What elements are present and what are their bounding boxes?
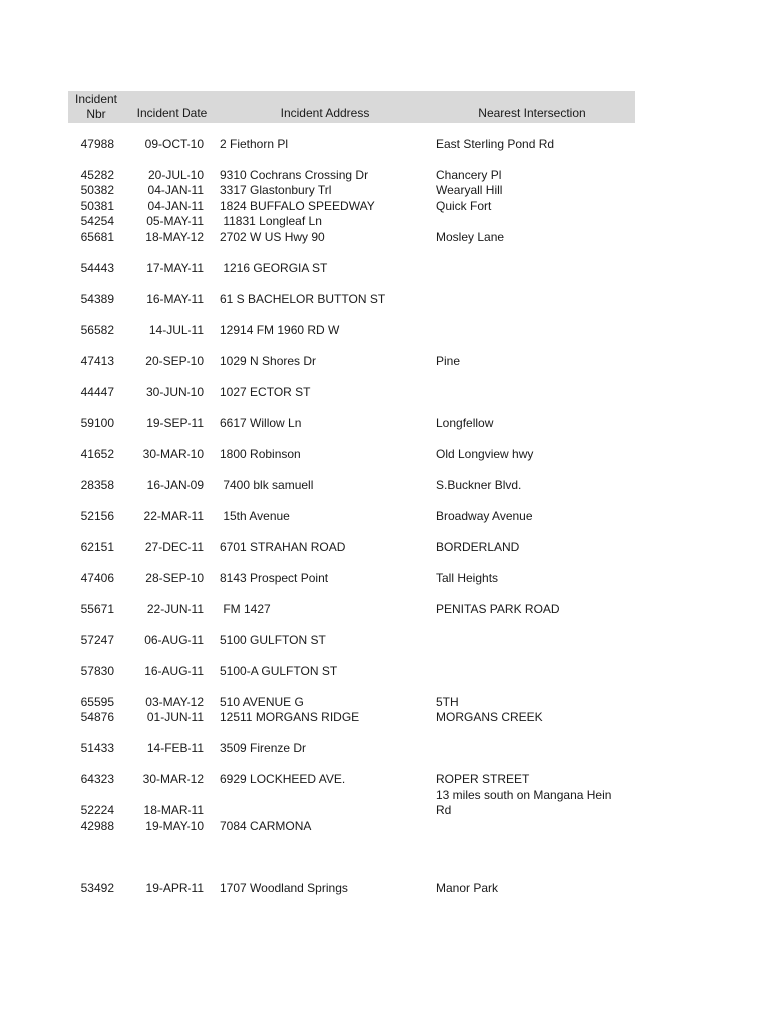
cell-nearest-intersection: Longfellow [436, 415, 494, 430]
cell-incident-address: 2 Fiethorn Pl [220, 136, 289, 151]
header-incident-nbr: Incident Nbr [74, 92, 118, 121]
cell-incident-nbr: 56582 [80, 322, 114, 337]
table-row [0, 354, 768, 370]
cell-incident-address: 5100-A GULFTON ST [220, 663, 338, 678]
cell-incident-address: 3317 Glastonbury Trl [220, 183, 332, 197]
cell-incident-nbr: 57247 [80, 632, 114, 647]
table-row [0, 819, 768, 835]
cell-incident-date: 19-MAY-10 [145, 818, 204, 833]
cell-incident-nbr: 65595 [80, 694, 114, 709]
cell-incident-nbr: 50382 [80, 183, 114, 197]
table-row [0, 772, 768, 788]
cell-nearest-intersection: Mosley Lane [436, 229, 505, 244]
cell-incident-address: 1029 N Shores Dr [220, 353, 317, 368]
cell-incident-address: 1027 ECTOR ST [220, 384, 311, 399]
table-row [0, 183, 768, 199]
cell-incident-nbr: 28358 [80, 477, 114, 492]
cell-incident-address: 6701 STRAHAN ROAD [220, 539, 346, 554]
cell-incident-date: 04-JAN-11 [147, 183, 204, 197]
cell-incident-date: 14-FEB-11 [146, 741, 204, 755]
cell-incident-address: 1824 BUFFALO SPEEDWAY [220, 198, 375, 213]
cell-nearest-intersection: PENITAS PARK ROAD [436, 601, 560, 616]
cell-incident-date: 16-MAY-11 [146, 291, 204, 306]
cell-incident-address: 11831 Longleaf Ln [220, 214, 322, 228]
cell-nearest-intersection: Pine [436, 353, 461, 368]
cell-incident-date: 18-MAR-11 [143, 803, 204, 817]
table-row [0, 741, 768, 757]
cell-incident-nbr: 65681 [80, 229, 114, 244]
cell-incident-nbr: 41652 [80, 446, 114, 461]
cell-nearest-intersection: BORDERLAND [436, 539, 520, 554]
table-row [0, 214, 768, 230]
table-row [0, 788, 768, 804]
cell-nearest-intersection: East Sterling Pond Rd [436, 136, 555, 151]
table-row [0, 571, 768, 587]
cell-incident-address: 6929 LOCKHEED AVE. [220, 772, 346, 786]
cell-incident-address: 6617 Willow Ln [220, 415, 302, 430]
cell-incident-nbr: 57830 [80, 663, 114, 678]
cell-nearest-intersection: 13 miles south on Mangana Hein [436, 787, 612, 802]
table-row [0, 710, 768, 726]
table-row [0, 323, 768, 339]
table-row [0, 695, 768, 711]
cell-incident-date: 28-SEP-10 [145, 570, 204, 585]
cell-incident-address: 61 S BACHELOR BUTTON ST [220, 291, 386, 306]
cell-incident-nbr: 47413 [80, 353, 114, 368]
cell-nearest-intersection: Rd [436, 803, 452, 817]
cell-incident-address: FM 1427 [220, 601, 271, 616]
cell-nearest-intersection: Old Longview hwy [436, 446, 534, 461]
cell-incident-date: 05-MAY-11 [146, 214, 204, 228]
cell-incident-nbr: 45282 [80, 167, 114, 182]
cell-incident-date: 18-MAY-12 [145, 229, 204, 244]
cell-incident-nbr: 55671 [80, 601, 114, 616]
table-row [0, 509, 768, 525]
header-nearest-intersection: Nearest Intersection [478, 106, 586, 120]
cell-nearest-intersection: Quick Fort [436, 198, 492, 213]
cell-incident-date: 14-JUL-11 [148, 322, 204, 337]
table-row [0, 416, 768, 432]
table-row [0, 664, 768, 680]
table-row [0, 199, 768, 215]
table-row [0, 137, 768, 153]
header-incident-address: Incident Address [280, 106, 370, 120]
cell-incident-nbr: 47988 [80, 136, 114, 151]
cell-incident-nbr: 59100 [80, 415, 114, 430]
cell-incident-date: 04-JAN-11 [147, 198, 204, 213]
cell-nearest-intersection: MORGANS CREEK [436, 710, 543, 724]
cell-incident-address: 510 AVENUE G [220, 694, 304, 709]
table-row [0, 803, 768, 819]
cell-nearest-intersection: 5TH [436, 694, 459, 709]
cell-nearest-intersection: ROPER STREET [436, 772, 530, 786]
cell-incident-date: 06-AUG-11 [144, 632, 204, 647]
cell-incident-date: 09-OCT-10 [144, 136, 204, 151]
cell-incident-date: 16-JAN-09 [146, 477, 204, 492]
cell-incident-address: 12511 MORGANS RIDGE [220, 710, 360, 724]
cell-incident-nbr: 44447 [80, 384, 114, 399]
cell-incident-nbr: 62151 [80, 539, 114, 554]
cell-incident-nbr: 54876 [80, 710, 114, 724]
cell-incident-date: 30-JUN-10 [145, 384, 204, 399]
table-row [0, 633, 768, 649]
cell-incident-date: 30-MAR-10 [142, 446, 204, 461]
cell-incident-address: 15th Avenue [220, 508, 290, 523]
table-row [0, 385, 768, 401]
table-row [0, 881, 768, 897]
table-row [0, 447, 768, 463]
cell-incident-address: 8143 Prospect Point [220, 570, 329, 585]
cell-incident-nbr: 42988 [80, 818, 114, 833]
cell-incident-date: 03-MAY-12 [145, 694, 204, 709]
cell-incident-address: 2702 W US Hwy 90 [220, 229, 325, 244]
cell-incident-nbr: 52224 [80, 803, 114, 817]
cell-incident-nbr: 51433 [80, 741, 114, 755]
cell-incident-nbr: 54254 [80, 214, 114, 228]
table-row [0, 540, 768, 556]
cell-incident-date: 27-DEC-11 [144, 539, 204, 554]
table-row [0, 230, 768, 246]
cell-incident-address: 5100 GULFTON ST [220, 632, 326, 647]
cell-nearest-intersection: Broadway Avenue [436, 508, 533, 523]
cell-incident-date: 22-MAR-11 [143, 508, 204, 523]
cell-incident-date: 17-MAY-11 [146, 260, 204, 275]
cell-incident-nbr: 54389 [80, 291, 114, 306]
cell-incident-nbr: 64323 [80, 772, 114, 786]
cell-incident-address: 12914 FM 1960 RD W [220, 322, 340, 337]
cell-incident-nbr: 54443 [80, 260, 114, 275]
table-row [0, 478, 768, 494]
cell-incident-address: 1800 Robinson [220, 446, 301, 461]
cell-nearest-intersection: Manor Park [436, 880, 499, 895]
cell-incident-address: 3509 Firenze Dr [220, 741, 307, 755]
table-row [0, 602, 768, 618]
cell-incident-address: 1707 Woodland Springs [220, 880, 348, 895]
header-incident-date: Incident Date [136, 106, 208, 120]
cell-nearest-intersection: Tall Heights [436, 570, 499, 585]
cell-incident-address: 7084 CARMONA [220, 818, 312, 833]
cell-incident-date: 20-SEP-10 [145, 353, 204, 368]
cell-incident-date: 22-JUN-11 [146, 601, 204, 616]
cell-incident-date: 19-APR-11 [145, 880, 204, 895]
cell-incident-date: 30-MAR-12 [142, 772, 204, 786]
table-row [0, 168, 768, 184]
cell-nearest-intersection: Chancery Pl [436, 167, 502, 182]
cell-incident-address: 7400 blk samuell [220, 477, 314, 492]
cell-nearest-intersection: Wearyall Hill [436, 183, 503, 197]
cell-nearest-intersection: S.Buckner Blvd. [436, 477, 522, 492]
cell-incident-date: 01-JUN-11 [146, 710, 204, 724]
cell-incident-nbr: 52156 [80, 508, 114, 523]
cell-incident-date: 19-SEP-11 [146, 415, 204, 430]
cell-incident-nbr: 47406 [80, 570, 114, 585]
cell-incident-date: 20-JUL-10 [147, 167, 204, 182]
cell-incident-nbr: 50381 [80, 198, 114, 213]
cell-incident-nbr: 53492 [80, 880, 114, 895]
cell-incident-date: 16-AUG-11 [144, 663, 204, 678]
cell-incident-address: 9310 Cochrans Crossing Dr [220, 167, 369, 182]
table-row [0, 261, 768, 277]
cell-incident-address: 1216 GEORGIA ST [220, 260, 328, 275]
table-row [0, 292, 768, 308]
